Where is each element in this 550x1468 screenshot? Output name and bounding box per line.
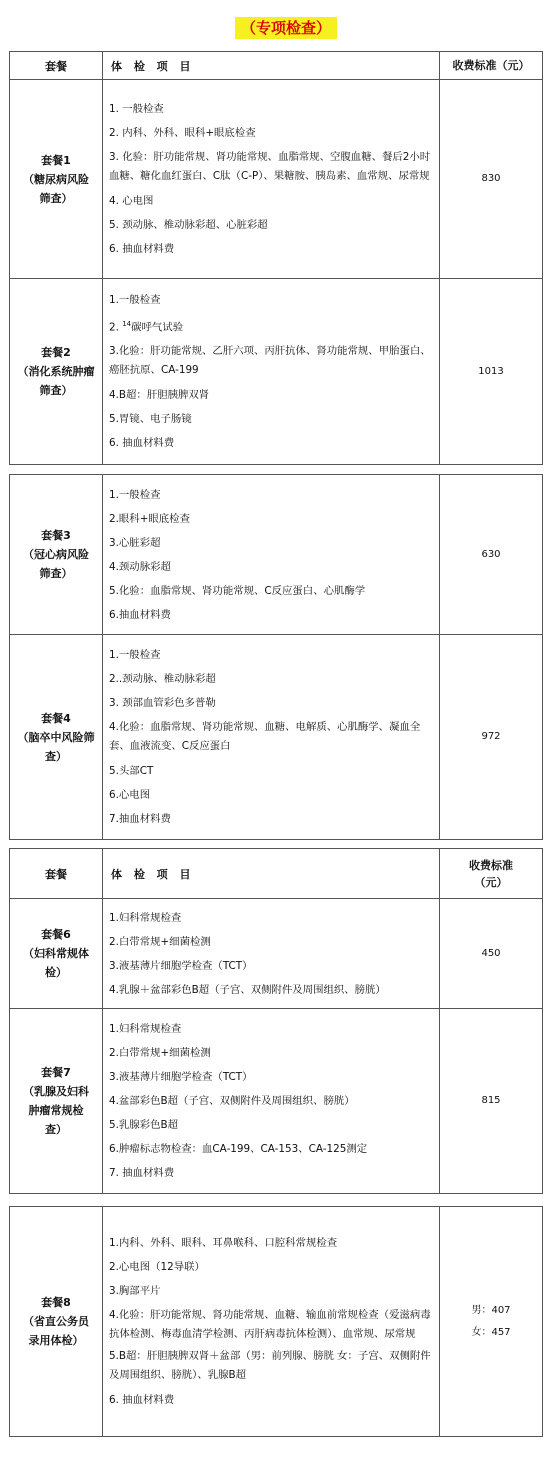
package-items: [103, 475, 440, 635]
list-item: 4.盆部彩色B超（子宫、双侧附件及周围组织、膀胱）: [109, 1095, 355, 1107]
header-package: 套餐: [10, 849, 103, 899]
list-item: 1.一般检查: [109, 293, 161, 306]
table-header: [10, 52, 543, 80]
list-item: 3.液基薄片细胞学检查（TCT）: [109, 1071, 253, 1083]
package-table-1: [9, 51, 543, 465]
list-item: 1.内科、外科、眼科、耳鼻喉科、口腔科常规检查: [109, 1237, 338, 1249]
package-items: [103, 899, 440, 1009]
list-item: 5.化验：血脂常规、肾功能常规、C反应蛋白、心肌酶学: [109, 584, 366, 597]
list-item: 2.白带常规+细菌检测: [109, 1047, 211, 1059]
page-title: （专项检查）: [235, 17, 337, 39]
list-item: 1. 一般检查: [109, 103, 164, 115]
list-item: 1.妇科常规检查: [109, 1023, 182, 1035]
header-package: 套餐: [10, 52, 103, 80]
package-items: [103, 1207, 440, 1437]
list-item: 2.心电图（12导联）: [109, 1261, 205, 1273]
package-price: 450: [440, 899, 543, 1009]
package-name: 套餐6 （妇科常规体 检）: [10, 899, 103, 1009]
header-price: 收费标准 （元）: [440, 849, 543, 899]
list-item: 4.乳腺＋盆部彩色B超（子宫、双侧附件及周围组织、膀胱）: [109, 983, 386, 996]
package-price: 830: [440, 80, 543, 279]
list-item: 2. $^{14}$碳呼气试验: [109, 319, 184, 334]
package-table-3: [9, 848, 543, 1194]
list-item: 2..颈动脉、椎动脉彩超: [109, 673, 216, 685]
package-table-4: [9, 1206, 543, 1437]
package-row-8: [10, 1207, 543, 1437]
table-header: [10, 849, 543, 899]
list-item: 3.液基薄片细胞学检查（TCT）: [109, 959, 253, 972]
list-item: 6. 抽血材料费: [109, 1394, 175, 1406]
package-name: 套餐4 （脑卒中风险筛 查）: [10, 635, 103, 840]
list-item: 5.B超：肝胆胰脾双肾＋盆部（男：前列腺、膀胱 女：子宫、双侧附件及周围组织、膀胱）、乳腺B超: [109, 1350, 431, 1381]
package-items: [103, 635, 440, 840]
list-item: 7. 抽血材料费: [109, 1167, 175, 1179]
list-item: 6. 抽血材料费: [109, 437, 175, 450]
package-name: 套餐1 （糖尿病风险 筛查）: [10, 80, 103, 279]
package-price: 630: [440, 475, 543, 635]
package-price: 972: [440, 635, 543, 840]
list-item: 5.胃镜、电子肠镜: [109, 413, 192, 426]
list-item: 5.乳腺彩色B超: [109, 1119, 178, 1131]
list-item: 4.化验：肝功能常规、肾功能常规、血糖、输血前常规检查（爱滋病毒抗体检测、梅毒血清学检测、丙肝病毒抗体检测）、血常规、尿常规: [109, 1309, 431, 1340]
list-item: 4.颈动脉彩超: [109, 560, 171, 573]
package-row-1: [10, 80, 543, 279]
list-item: 1.一般检查: [109, 488, 161, 501]
package-row-6: [10, 899, 543, 1009]
list-item: 5.头部CT: [109, 765, 154, 777]
list-item: 2.眼科+眼底检查: [109, 512, 190, 525]
header-items: 体 检 项 目: [103, 52, 440, 80]
package-price: 1013: [440, 279, 543, 465]
list-item: 7.抽血材料费: [109, 813, 171, 825]
package-row-2: [10, 279, 543, 465]
package-name: 套餐3 （冠心病风险 筛查）: [10, 475, 103, 635]
package-items: [103, 279, 440, 465]
package-row-4: [10, 635, 543, 840]
list-item: 3.化验：肝功能常规、乙肝六项、丙肝抗体、肾功能常规、甲胎蛋白、癌胚抗原、CA-199: [109, 345, 431, 377]
package-name: 套餐2 （消化系统肿瘤 筛查）: [10, 279, 103, 465]
list-item: 2. 内科、外科、眼科+眼底检查: [109, 127, 256, 139]
list-item: 6.抽血材料费: [109, 608, 171, 621]
list-item: 4.化验：血脂常规、肾功能常规、血糖、电解质、心肌酶学、凝血全套、血液流变、C反应蛋白: [109, 721, 421, 752]
package-row-7: [10, 1009, 543, 1194]
package-items: [103, 1009, 440, 1194]
package-price: 男：407 女：457: [440, 1207, 543, 1437]
list-item: 3. 化验：肝功能常规、肾功能常规、血脂常规、空腹血糖、餐后2小时血糖、糖化血红蛋白、C肽（C-P）、果糖胺、胰岛素、血常规、尿常规: [109, 151, 431, 182]
list-item: 3.胸部平片: [109, 1285, 161, 1297]
list-item: 3. 颈部血管彩色多普勒: [109, 697, 216, 709]
header-price: 收费标准（元）: [440, 52, 543, 80]
package-row-3: [10, 475, 543, 635]
list-item: 6.心电图: [109, 789, 151, 801]
title-area: [0, 0, 550, 50]
list-item: 6.肿瘤标志物检查：血CA-199、CA-153、CA-125测定: [109, 1143, 368, 1155]
list-item: 4. 心电图: [109, 195, 154, 207]
package-name: 套餐7 （乳腺及妇科 肿瘤常规检 查）: [10, 1009, 103, 1194]
list-item: 4.B超：肝胆胰脾双肾: [109, 389, 210, 402]
header-items: 体 检 项 目: [103, 849, 440, 899]
list-item: 3.心脏彩超: [109, 536, 161, 549]
package-items: [103, 80, 440, 279]
package-name: 套餐8 （省直公务员 录用体检）: [10, 1207, 103, 1437]
package-price: 815: [440, 1009, 543, 1194]
list-item: 1.一般检查: [109, 649, 161, 661]
list-item: 2.白带常规+细菌检测: [109, 935, 211, 948]
list-item: 5. 颈动脉、椎动脉彩超、心脏彩超: [109, 219, 268, 231]
list-item: 6. 抽血材料费: [109, 243, 175, 255]
list-item: 1.妇科常规检查: [109, 911, 182, 924]
package-table-2: [9, 474, 543, 840]
